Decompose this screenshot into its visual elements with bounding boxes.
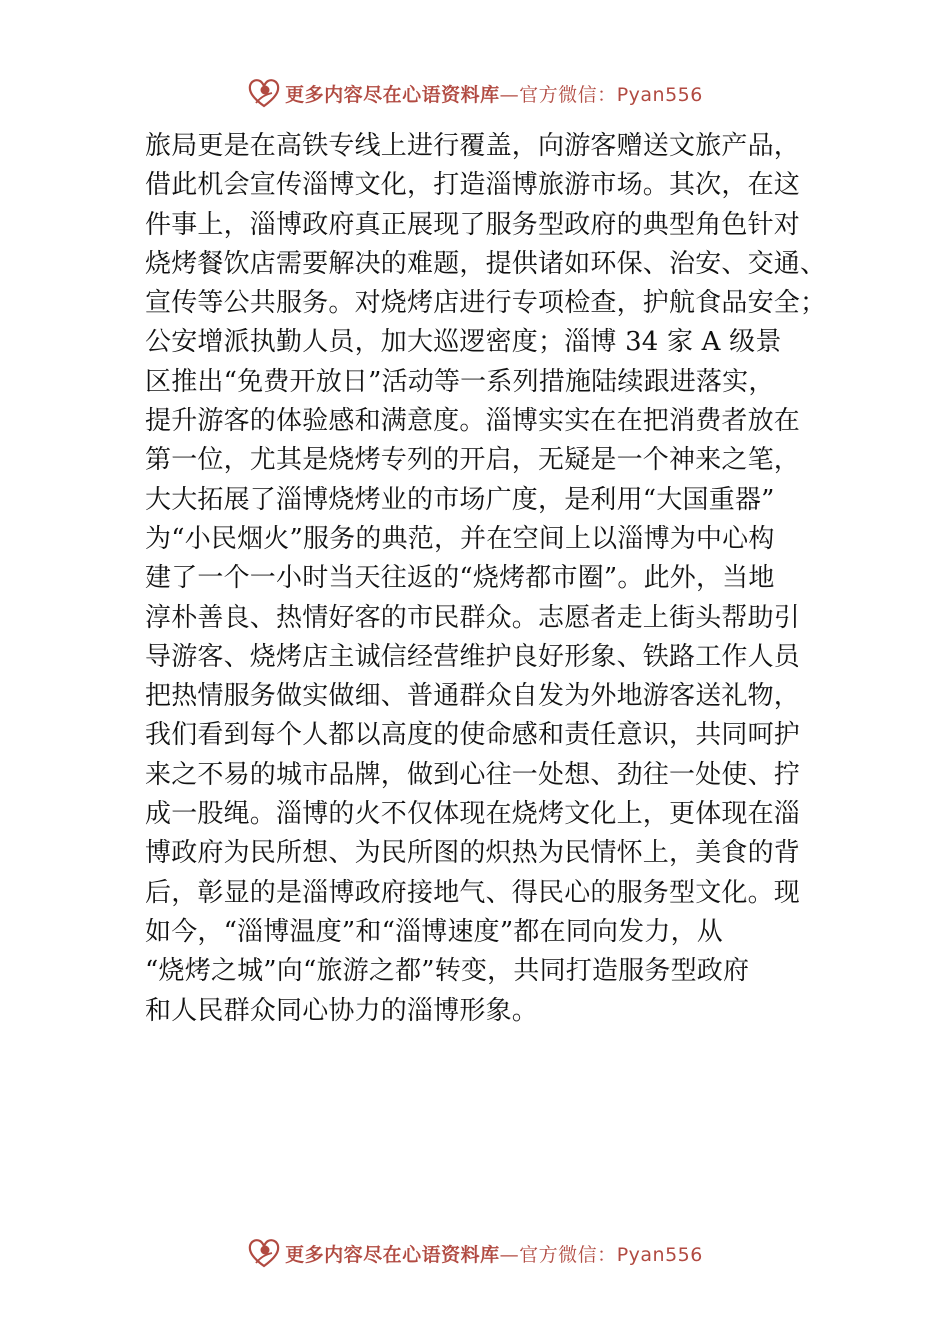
text-line: 旅局更是在高铁专线上进行覆盖，向游客赠送文旅产品， xyxy=(145,131,801,161)
text-line: 把热情服务做实做细、普通群众自发为外地游客送礼物， xyxy=(145,681,801,712)
text-line: 来之不易的城市品牌，做到心往一处想、劲往一处使、拧 xyxy=(145,759,801,790)
header-text xyxy=(285,80,703,107)
text-line: 第一位，尤其是烧烤专列的开启，无疑是一个神来之笔， xyxy=(145,445,801,476)
text-line: 和人民群众同心协力的淄博形象。 xyxy=(145,995,539,1026)
page-footer xyxy=(0,1233,950,1273)
heart-rose-logo-icon xyxy=(247,76,281,110)
header-wechat-id: Pyan556 xyxy=(616,83,703,106)
text-line: 区推出“免费开放日”活动等一系列措施陆续跟进落实， xyxy=(145,366,775,397)
text-line: 为“小民烟火”服务的典范，并在空间上以淄博为中心构 xyxy=(145,523,775,554)
header-brand xyxy=(247,76,703,110)
text-line: 宣传等公共服务。对烧烤店进行专项检查，护航食品安全； xyxy=(145,288,827,319)
text-line: 件事上，淄博政府真正展现了服务型政府的典型角色针对 xyxy=(145,209,801,240)
text-line: 淳朴善良、热情好客的市民群众。志愿者走上街头帮助引 xyxy=(145,602,801,633)
footer-brand xyxy=(247,1236,703,1270)
footer-slogan: 更多内容尽在心语资料库 xyxy=(285,1243,500,1266)
text-line: 大大拓展了淄博烧烤业的市场广度，是利用“大国重器” xyxy=(145,484,775,515)
text-line: “烧烤之城”向“旅游之都”转变，共同打造服务型政府 xyxy=(145,956,750,987)
text-line: 后，彰显的是淄博政府接地气、得民心的服务型文化。现 xyxy=(145,877,801,908)
text-line: 成一股绳。淄博的火不仅体现在烧烤文化上，更体现在淄 xyxy=(145,799,801,830)
footer-text xyxy=(285,1240,703,1267)
text-line: 我们看到每个人都以高度的使命感和责任意识，共同呵护 xyxy=(145,720,801,751)
text-line: 如今，“淄博温度”和“淄博速度”都在同向发力，从 xyxy=(145,916,723,947)
page-header xyxy=(0,73,950,113)
text-line: 借此机会宣传淄博文化，打造淄博旅游市场。其次，在这 xyxy=(145,170,801,201)
footer-wechat-label: 官方微信： xyxy=(519,1243,617,1266)
text-line: 烧烤餐饮店需要解决的难题，提供诸如环保、治安、交通、 xyxy=(145,248,827,279)
text-line: 提升游客的体验感和满意度。淄博实实在在把消费者放在 xyxy=(145,406,801,437)
text-line: 导游客、烧烤店主诚信经营维护良好形象、铁路工作人员 xyxy=(145,641,801,672)
text-line: 建了一个一小时当天往返的“烧烤都市圈”。此外，当地 xyxy=(145,563,775,594)
header-slogan: 更多内容尽在心语资料库 xyxy=(285,83,500,106)
footer-separator: — xyxy=(499,1243,520,1266)
document-body xyxy=(145,127,835,1031)
header-wechat-label: 官方微信： xyxy=(519,83,617,106)
text-line: 公安增派执勤人员，加大巡逻密度；淄博 34 家 A 级景 xyxy=(145,327,782,358)
text-line: 博政府为民所想、为民所图的炽热为民情怀上，美食的背 xyxy=(145,838,801,869)
heart-rose-logo-icon xyxy=(247,1236,281,1270)
footer-wechat-id: Pyan556 xyxy=(616,1243,703,1266)
header-separator: — xyxy=(499,83,520,106)
